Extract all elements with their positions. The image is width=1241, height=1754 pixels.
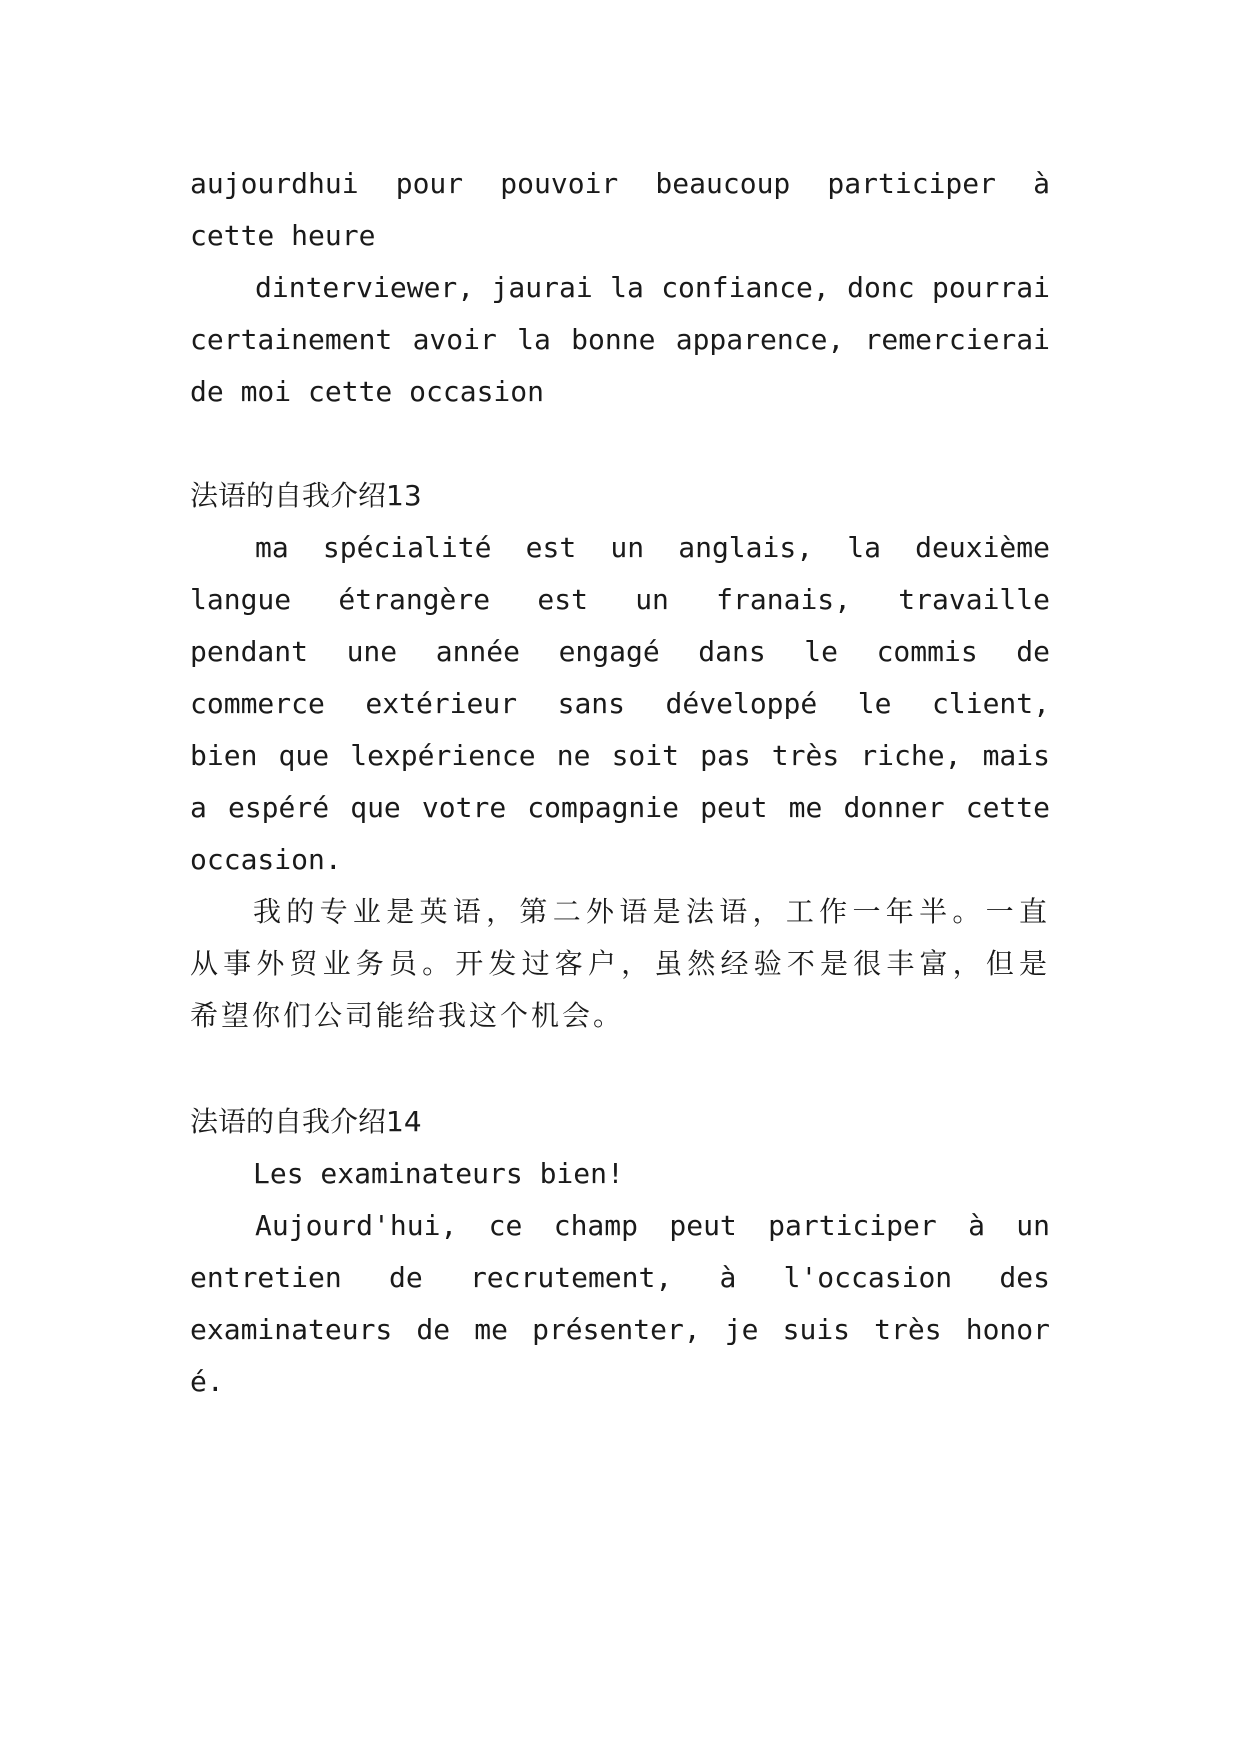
paragraph-line: occasion. [190, 843, 342, 876]
paragraph-line: bien que lexpérience ne soit pas très riche, mais [190, 739, 1050, 772]
paragraph-line: commerce extérieur sans développé le client, [190, 687, 1050, 720]
greeting-line: Les examinateurs bien! [253, 1157, 624, 1190]
paragraph-line-chinese: 希望你们公司能给我这个机会。 [190, 999, 625, 1032]
paragraph-line: certainement avoir la bonne apparence, remercierai [190, 323, 1050, 356]
paragraph-line: pendant une année engagé dans le commis de [190, 635, 1050, 668]
paragraph-line: ma spécialité est un anglais, la deuxième [255, 531, 1050, 564]
section-heading: 法语的自我介绍13 [190, 479, 422, 512]
paragraph-line: a espéré que votre compagnie peut me donner cette [190, 791, 1050, 824]
section-heading: 法语的自我介绍14 [190, 1105, 422, 1138]
paragraph-line: langue étrangère est un franais, travaille [190, 583, 1050, 616]
paragraph-line: é. [190, 1365, 224, 1398]
paragraph-line: examinateurs de me présenter, je suis très honor [190, 1313, 1050, 1346]
paragraph-line: de moi cette occasion [190, 375, 545, 408]
paragraph-line-chinese: 从事外贸业务员。开发过客户，虽然经验不是很丰富，但是 [190, 947, 1050, 980]
paragraph-line: dinterviewer, jaurai la confiance, donc pourrai [255, 271, 1050, 304]
paragraph-line: cette heure [190, 219, 376, 252]
paragraph-line: aujourdhui pour pouvoir beaucoup participer à [190, 167, 1050, 200]
paragraph-line: entretien de recrutement, à l'occasion des [190, 1261, 1050, 1294]
paragraph-line: Aujourd'hui, ce champ peut participer à un [255, 1209, 1050, 1242]
paragraph-line-chinese: 我的专业是英语，第二外语是法语，工作一年半。一直 [253, 895, 1050, 928]
